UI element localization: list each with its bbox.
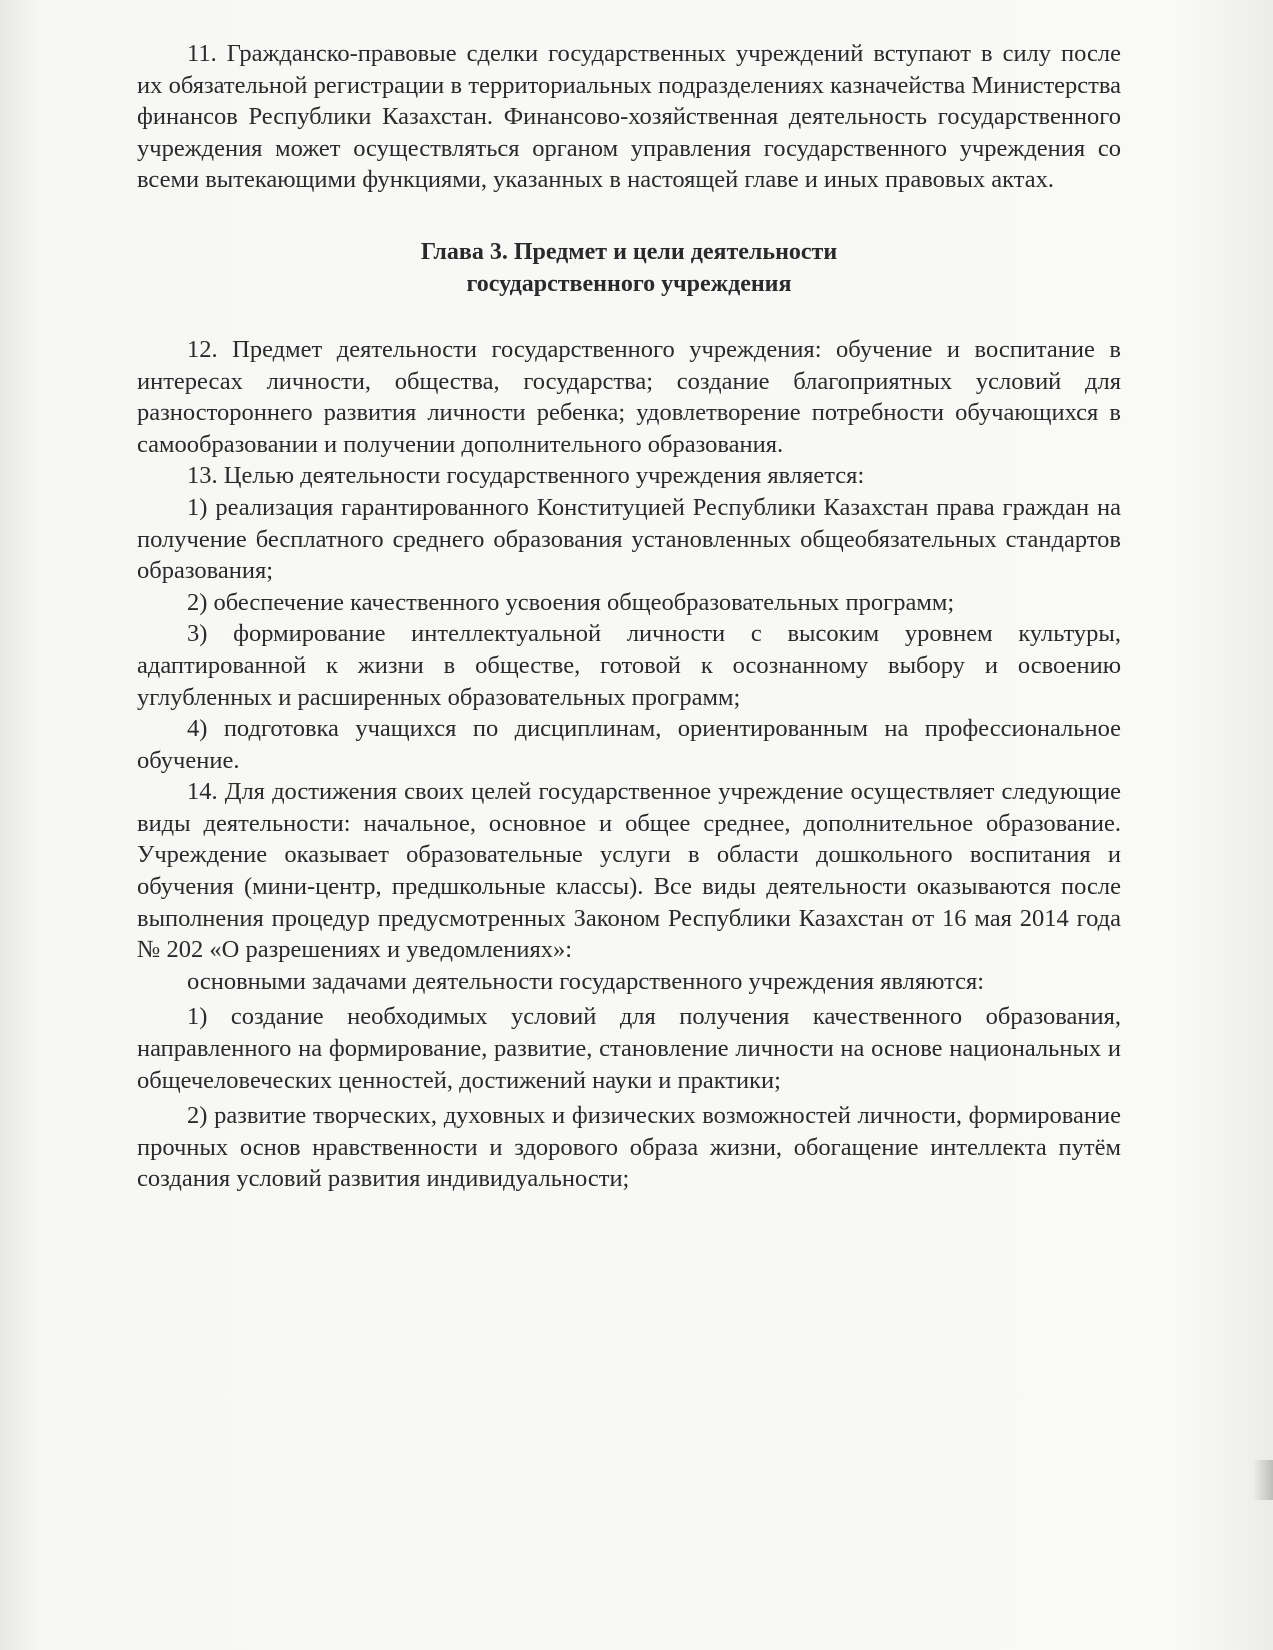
paragraph-14: 14. Для достижения своих целей государственное учреждение осуществляет следующие виды деятельности: начальное, основное и общее среднее, дополнительное образование. Учреждение оказывает образовательные услуги в области дошкольного воспитания и обучения (мини-центр, предшкольные классы). Все виды деятельности оказываются после выполнения процедур предусмотренных Законом Республики Казахстан от 16 мая 2014 года № 202 «О разрешениях и уведомлениях»: bbox=[137, 778, 1121, 964]
goal-item: 2) обеспечение качественного усвоения общеобразовательных программ; bbox=[187, 588, 955, 616]
chapter-heading-line-1: Глава 3. Предмет и цели деятельности bbox=[420, 238, 838, 265]
goal-item: 3) формирование интеллектуальной личности с высоким уровнем культуры, адаптированной к жизни в обществе, готовой к осознанному выбору и освоению углубленных и расширенных образовательных программ; bbox=[137, 620, 1121, 711]
goal-item: 4) подготовка учащихся по дисциплинам, ориентированным на профессиональное обучение. bbox=[137, 715, 1121, 774]
task-item: 2) развитие творческих, духовных и физических возможностей личности, формирование прочных основ нравственности и здорового образа жизни, обогащение интеллекта путём создания условий развития индивидуальности; bbox=[137, 1102, 1121, 1193]
chapter-heading-line-2: государственного учреждения bbox=[466, 270, 792, 297]
tasks-intro: основными задачами деятельности государственного учреждения являются: bbox=[187, 967, 985, 995]
document-body bbox=[137, 38, 1121, 1195]
task-item: 1) создание необходимых условий для получения качественного образования, направленного на формирование, развитие, становление личности на основе национальных и общечеловеческих ценностей, достижений науки и практики; bbox=[137, 1003, 1121, 1094]
paragraph-12: 12. Предмет деятельности государственного учреждения: обучение и воспитание в интересах личности, общества, государства; создание благоприятных условий для разностороннего развития личности ребенка; удовлетворение потребности обучающихся в самообразовании и получении дополнительного образования. bbox=[137, 335, 1121, 458]
paragraph-13-intro: 13. Целью деятельности государственного учреждения является: bbox=[187, 462, 865, 490]
scan-edge-shadow bbox=[1253, 1460, 1273, 1500]
chapter-heading bbox=[137, 236, 1121, 300]
paragraph-11: 11. Гражданско-правовые сделки государственных учреждений вступают в силу после их обязательной регистрации в территориальных подразделениях казначейства Министерства финансов Республики Казахстан. Финансово-хозяйственная деятельность государственного учреждения может осуществляться органом управления государственного учреждения со всеми вытекающими функциями, указанных в настоящей главе и иных правовых актах. bbox=[137, 40, 1121, 194]
goal-item: 1) реализация гарантированного Конституцией Республики Казахстан права граждан на получение бесплатного среднего образования установленных общеобязательных стандартов образования; bbox=[137, 493, 1121, 585]
